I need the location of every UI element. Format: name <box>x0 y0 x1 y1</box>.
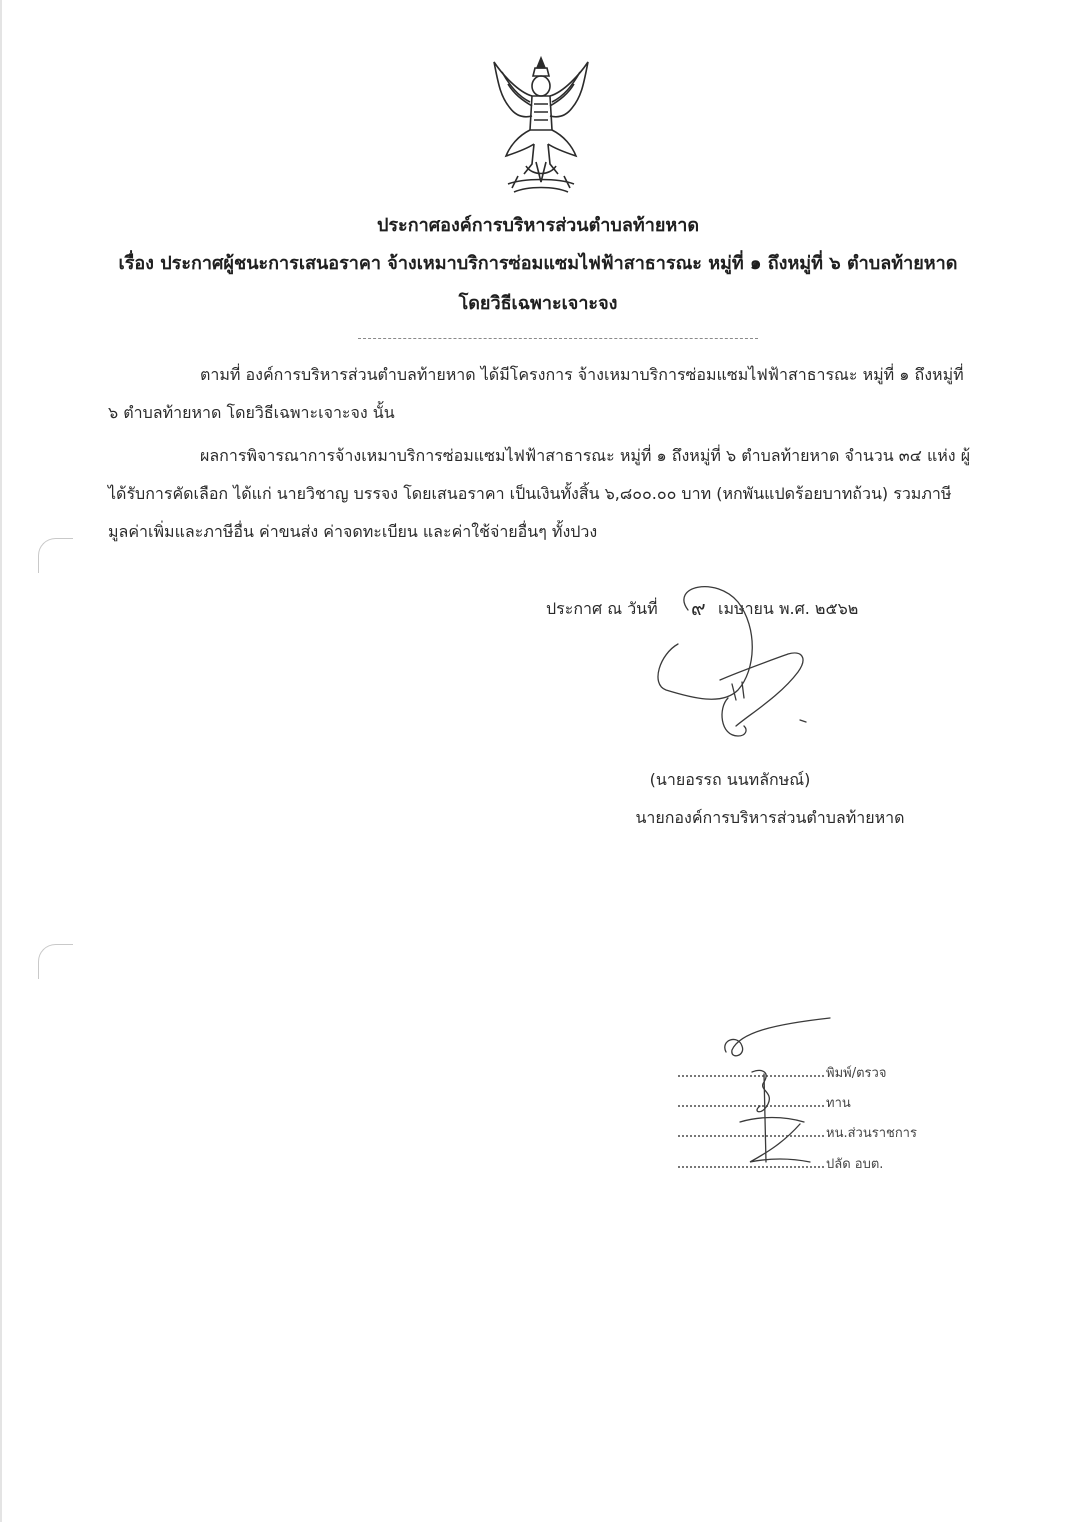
signatory-name: (นายอรรถ นนทลักษณ์) <box>649 770 811 789</box>
review-initials <box>680 1012 850 1174</box>
body-paragraph-1: ตามที่ องค์การบริหารส่วนตำบลท้ายหาด ได้มีโครงการ จ้างเหมาบริการซ่อมแซมไฟฟ้าสาธารณะ หมู่ที่ ๑ ถึงหมู่ที่ ๖ ตำบลท้ายหาด โดยวิธีเฉพาะเจาะจง นั้น <box>108 365 964 422</box>
garuda-emblem-icon <box>488 52 594 202</box>
procurement-method: โดยวิธีเฉพาะเจาะจง <box>458 293 618 314</box>
announcement-subject: เรื่อง ประกาศผู้ชนะการเสนอราคา จ้างเหมาบริการซ่อมแซมไฟฟ้าสาธารณะ หมู่ที่ ๑ ถึงหมู่ที่ ๖ ตำบลท้ายหาด <box>118 253 958 274</box>
announcement-title: ประกาศองค์การบริหารส่วนตำบลท้ายหาด <box>376 215 700 236</box>
signatory-position: นายกองค์การบริหารส่วนตำบลท้ายหาด <box>635 808 905 827</box>
punch-hole-mark <box>38 538 73 573</box>
body-paragraph-2: ผลการพิจารณาการจ้างเหมาบริการซ่อมแซมไฟฟ้าสาธารณะ หมู่ที่ ๑ ถึงหมู่ที่ ๖ ตำบลท้ายหาด จำนวน ๓๔ แห่ง ผู้ได้รับการคัดเลือก ได้แก่ นายวิชาญ บรรจง โดยเสนอราคา เป็นเงินทั้งสิ้น ๖,๘๐๐.๐๐ บาท (หกพันแปดร้อยบาทถ้วน) รวมภาษีมูลค่าเพิ่มและภาษีอื่น ค่าขนส่ง ค่าจดทะเบียน และค่าใช้จ่ายอื่นๆ ทั้งปวง <box>108 446 971 541</box>
announcement-day: ๙ <box>691 596 706 620</box>
checklist-label: ทาน <box>826 1096 851 1111</box>
announcement-month-year: เมษายน พ.ศ. ๒๕๖๒ <box>718 599 859 618</box>
checklist-label: หน.ส่วนราชการ <box>826 1126 917 1141</box>
checklist-label: ปลัด อบต. <box>826 1157 884 1172</box>
announcement-date-prefix: ประกาศ ณ วันที่ <box>546 599 658 618</box>
checklist-label: พิมพ์/ตรวจ <box>826 1066 887 1081</box>
title-divider <box>358 338 758 339</box>
punch-hole-mark <box>38 944 73 979</box>
handwritten-signature <box>620 580 840 760</box>
